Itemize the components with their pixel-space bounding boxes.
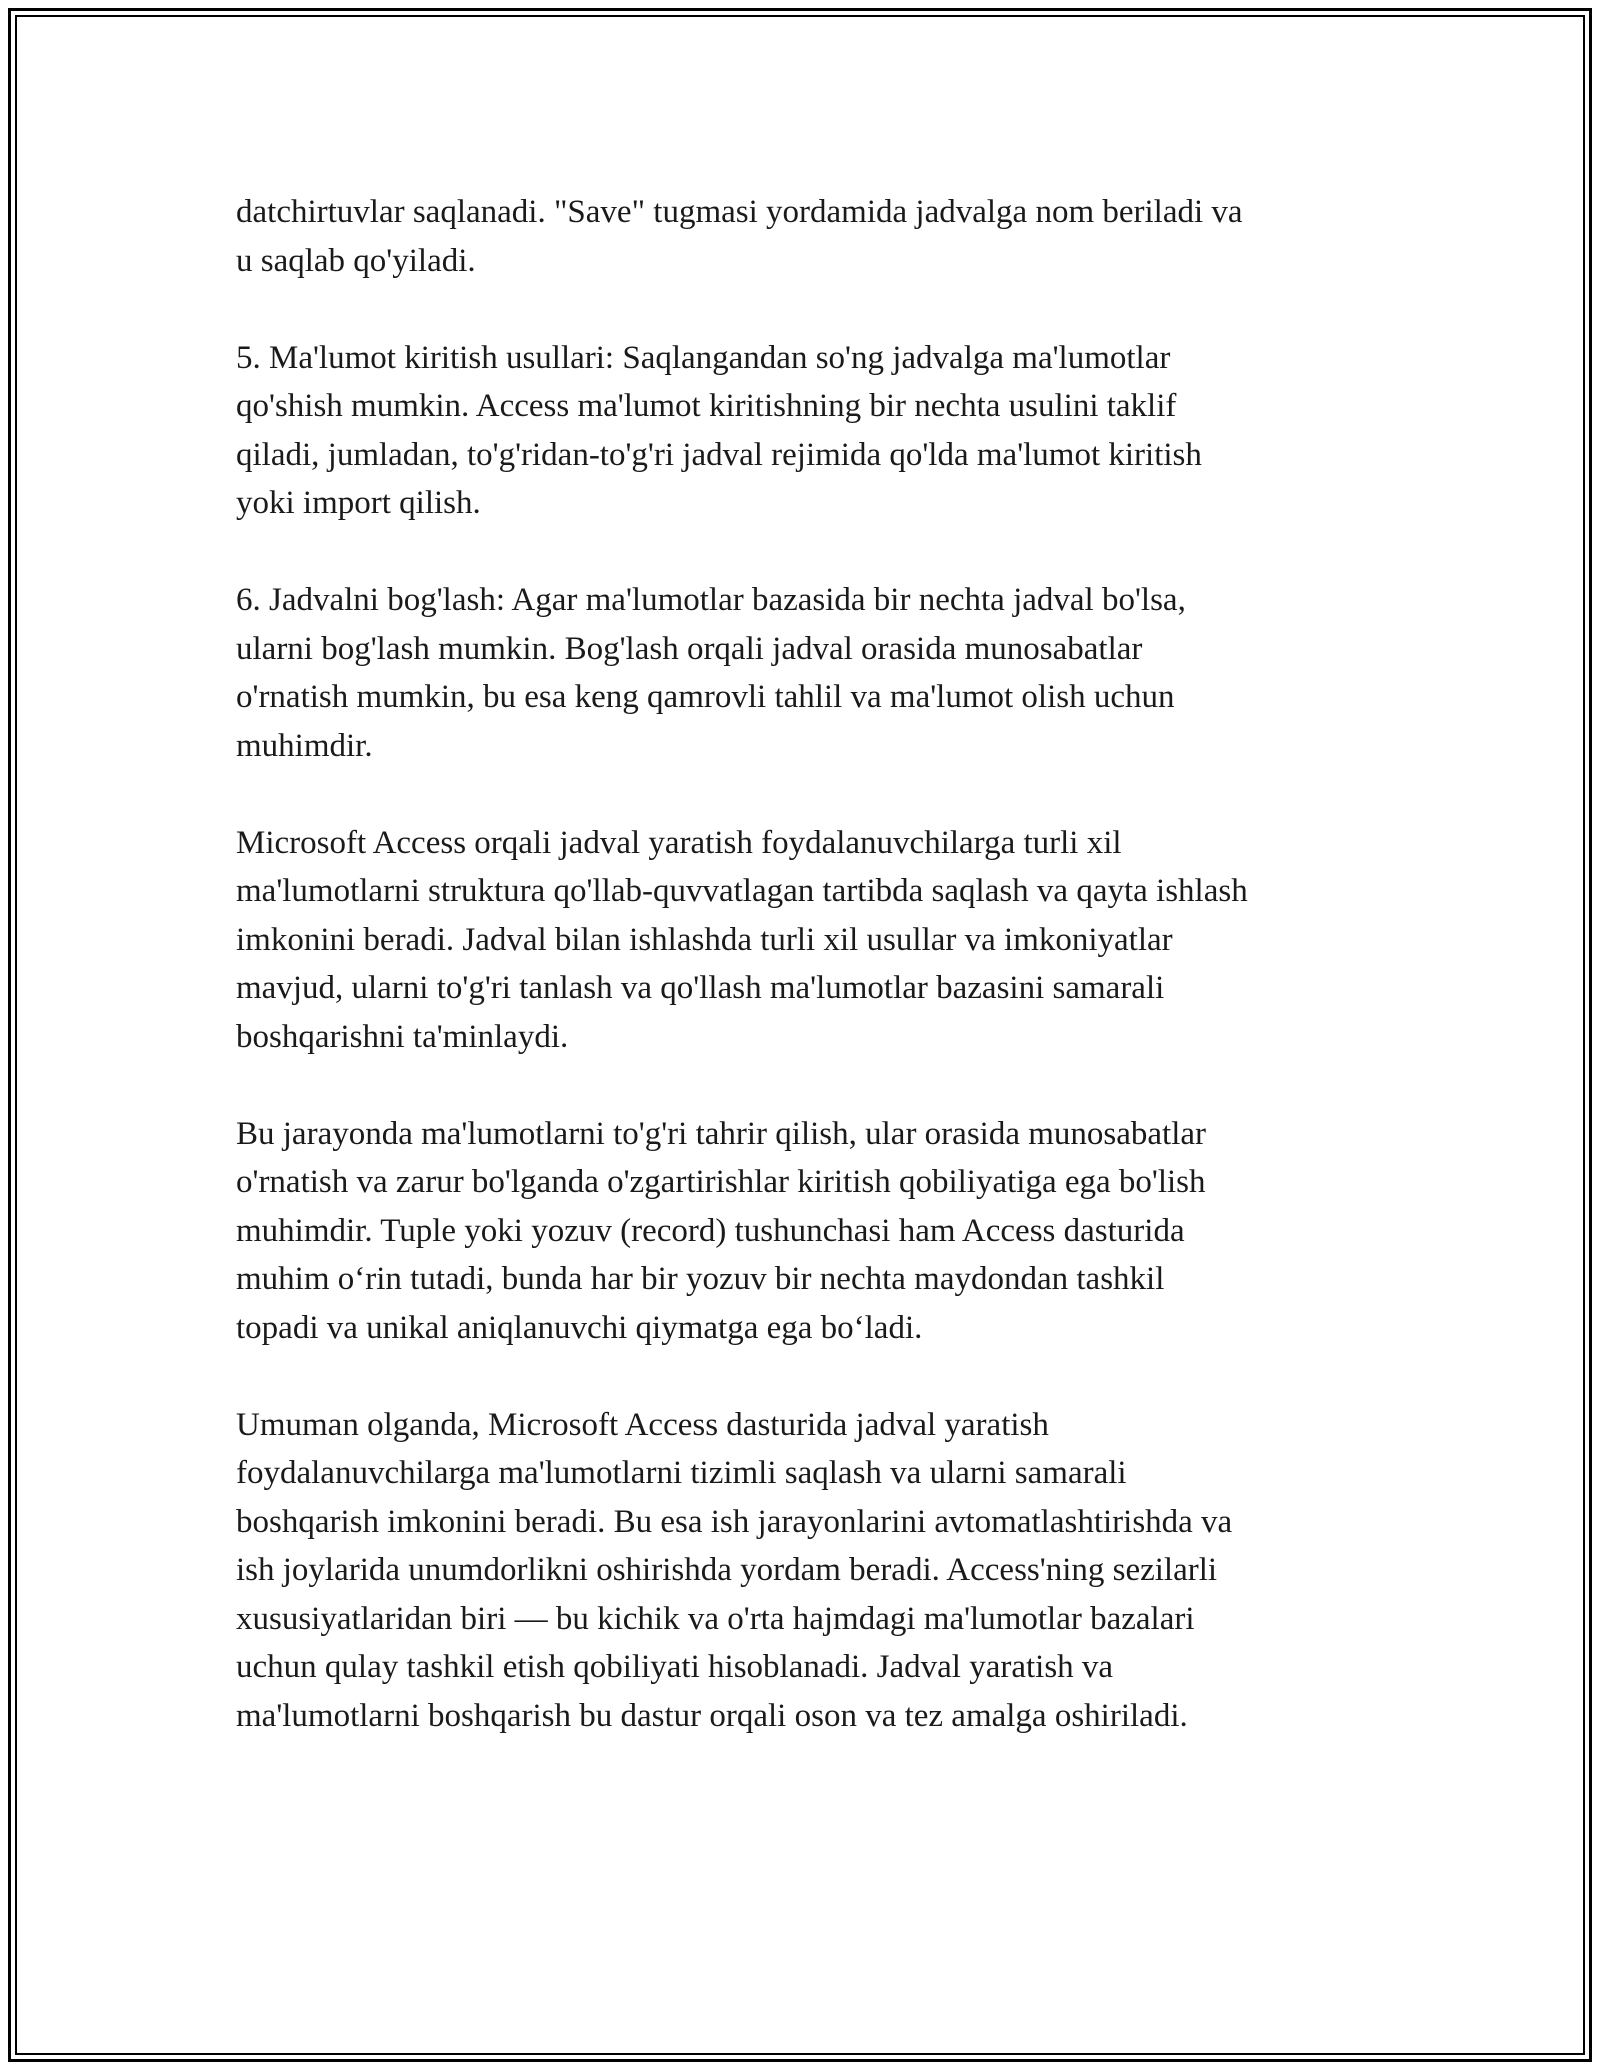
text-line: o'rnatish va zarur bo'lganda o'zgartirishlar kiritish qobiliyatiga ega bo'lish (236, 1164, 1206, 1200)
text-line: ma'lumotlarni boshqarish bu dastur orqali oson va tez amalga oshiriladi. (236, 1697, 1188, 1734)
text-line: 6. Jadvalni bog'lash: Agar ma'lumotlar bazasida bir nechta jadval bo'lsa, (236, 582, 1186, 618)
paragraph-table-linking (236, 576, 1366, 770)
text-line: boshqarish imkonini beradi. Bu esa ish jarayonlarini avtomatlashtirishda va (236, 1503, 1233, 1540)
paragraph-data-entry-methods (236, 334, 1366, 528)
paragraph-editing-records (236, 1110, 1366, 1353)
paragraph-access-overview (236, 819, 1366, 1062)
text-line: Microsoft Access orqali jadval yaratish foydalanuvchilarga turli xil (236, 824, 1122, 861)
text-line: uchun qulay tashkil etish qobiliyati hisoblanadi. Jadval yaratish va (236, 1649, 1114, 1685)
text-line: qo'shish mumkin. Access ma'lumot kiritishning bir nechta usulini taklif (236, 388, 1177, 424)
text-line: Bu jarayonda ma'lumotlarni to'g'ri tahrir qilish, ular orasida munosabatlar (236, 1115, 1207, 1152)
document-body (236, 188, 1366, 1789)
text-line: muhimdir. (236, 727, 373, 764)
text-line: topadi va unikal aniqlanuvchi qiymatga ega bo‘ladi. (236, 1309, 923, 1346)
paragraph-save-continuation (236, 188, 1366, 285)
text-line: muhim o‘rin tutadi, bunda har bir yozuv bir nechta maydondan tashkil (236, 1261, 1165, 1297)
text-line: foydalanuvchilarga ma'lumotlarni tizimli saqlash va ularni samarali (236, 1455, 1127, 1491)
text-line: mavjud, ularni to'g'ri tanlash va qo'llash ma'lumotlar bazasini samarali (236, 970, 1165, 1006)
text-line: Umuman olganda, Microsoft Access dasturida jadval yaratish (236, 1406, 1049, 1443)
text-line: boshqarishni ta'minlaydi. (236, 1018, 569, 1055)
text-line: xususiyatlaridan biri — bu kichik va o'rta hajmdagi ma'lumotlar bazalari (236, 1600, 1195, 1637)
text-line: o'rnatish mumkin, bu esa keng qamrovli tahlil va ma'lumot olish uchun (236, 679, 1175, 715)
text-line: muhimdir. Tuple yoki yozuv (record) tushunchasi ham Access dasturida (236, 1212, 1185, 1249)
text-line: qiladi, jumladan, to'g'ridan-to'g'ri jadval rejimida qo'lda ma'lumot kiritish (236, 436, 1202, 473)
text-line: ularni bog'lash mumkin. Bog'lash orqali jadval orasida munosabatlar (236, 630, 1143, 667)
text-line: ish joylarida unumdorlikni oshirishda yordam beradi. Access'ning sezilarli (236, 1552, 1218, 1588)
text-line: datchirtuvlar saqlanadi. "Save" tugmasi yordamida jadvalga nom beriladi va (236, 194, 1243, 230)
text-line: 5. Ma'lumot kiritish usullari: Saqlangandan so'ng jadvalga ma'lumotlar (236, 339, 1171, 376)
text-line: imkonini beradi. Jadval bilan ishlashda turli xil usullar va imkoniyatlar (236, 921, 1173, 958)
text-line: u saqlab qo'yiladi. (236, 242, 476, 279)
text-line: ma'lumotlarni struktura qo'llab-quvvatlagan tartibda saqlash va qayta ishlash (236, 873, 1248, 909)
paragraph-conclusion (236, 1401, 1366, 1741)
text-line: yoki import qilish. (236, 485, 481, 521)
